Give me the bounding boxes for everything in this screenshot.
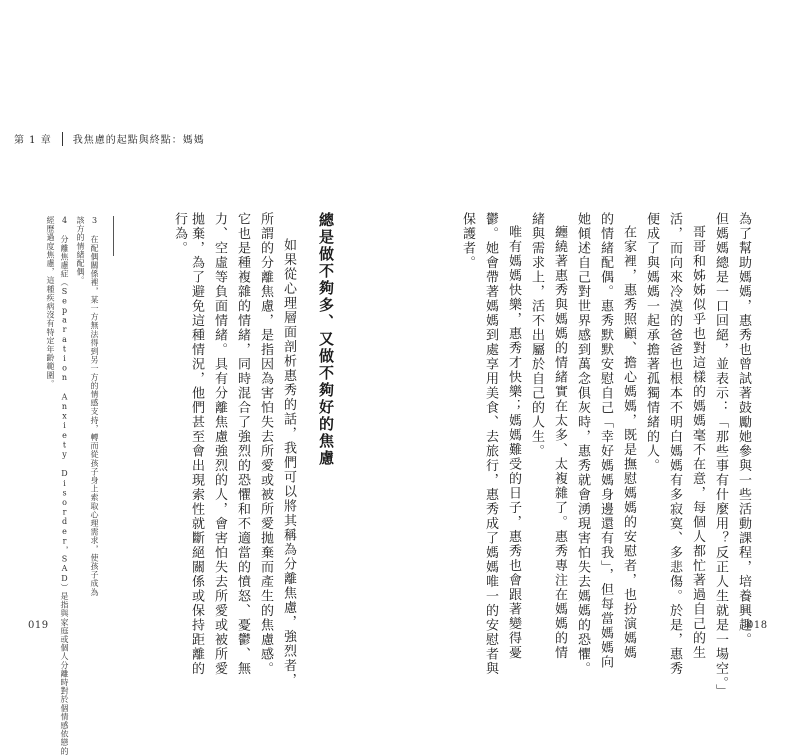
chapter-title: 我焦慮的起點與終點：媽媽	[72, 135, 205, 146]
page-number-right: 018	[747, 620, 768, 631]
section-heading: 總是做不夠多、又做不夠好的焦慮	[317, 212, 335, 467]
right-page	[400, 0, 800, 744]
paragraph-end: 行為。	[172, 212, 187, 256]
body-line: 緒與需求上，活不出屬於自己的人生。	[529, 212, 544, 459]
body-line: 纏繞著惠秀與媽媽的情緒實在太多、太複雜了。惠秀專注在媽媽的情	[552, 225, 567, 660]
body-line: 但媽媽總是一口回絕，並表示：「那些事有什麼用？反正人生就是一場空。」	[713, 212, 728, 699]
running-head-divider	[62, 132, 63, 146]
body-line: 它也是種複雜的情緒，同時混合了強烈的恐懼和不適當的憤怒、憂鬱、無	[235, 212, 250, 676]
body-line: 鬱。她會帶著媽媽到處享用美食、去旅行，惠秀成了媽媽唯一的安慰者與	[483, 212, 498, 676]
chapter-label: 第 1 章	[14, 135, 52, 146]
footnote-line: 3 在配偶關係裡，某一方無法得到另一方的情感支持，轉而從孩子身上索取心理需求，使孩子成為	[90, 216, 99, 597]
body-line: 的情緒配偶。惠秀默默安慰自己「幸好媽媽身邊還有我」，但每當媽媽向	[598, 212, 613, 670]
body-line: 為了幫助媽媽，惠秀也曾試著鼓勵她參與一些活動課程，培養興趣。	[736, 212, 751, 647]
footnote-line: 該方的情緒配偶。	[76, 216, 85, 285]
page-number-left: 019	[28, 620, 49, 631]
body-line: 在家裡，惠秀照顧、擔心媽媽，既是撫慰媽媽的安慰者，也扮演媽媽	[621, 225, 636, 660]
body-line: 保護者。	[460, 212, 475, 270]
body-line: 哥哥和姊姊似乎也對這樣的媽媽毫不在意，每個人都忙著過自己的生	[690, 225, 705, 660]
body-line: 便成了與媽媽一起承擔著孤獨情緒的人。	[644, 212, 659, 473]
body-line: 如果從心理層面剖析惠秀的話，我們可以將其稱為分離焦慮，強烈者，	[281, 238, 296, 688]
body-line: 所謂的分離焦慮，是指因為害怕失去所愛或被所愛拋棄而產生的焦慮感。	[258, 212, 273, 676]
body-line: 力、空虛等負面情緒。具有分離焦慮強烈的人，會害怕失去所愛或被所愛	[212, 212, 227, 676]
body-line: 活，而向來冷漠的爸爸也根本不明白媽媽有多寂寞、多悲傷。於是，惠秀	[667, 212, 682, 676]
footnote-line: 4 分離焦慮症（Separation Anxiety Disorder，SAD）是指與家庭或個人分離時對於個情感依戀的	[60, 216, 69, 755]
body-line: 她傾述自己對世界感到萬念俱灰時，惠秀就會湧現害怕失去媽媽的恐懼。	[575, 212, 590, 676]
footnote-rule	[113, 216, 114, 256]
body-line: 拋棄，為了避免這種情況，他們甚至會出現索性就斷絕關係或保持距離的	[189, 212, 204, 676]
body-line: 唯有媽媽快樂，惠秀才快樂；媽媽難受的日子，惠秀也會跟著變得憂	[506, 225, 521, 660]
running-head	[14, 131, 205, 146]
footnote-line: 經歷過度焦慮，這種疾病沒有特定年齡範圍。	[46, 216, 55, 388]
